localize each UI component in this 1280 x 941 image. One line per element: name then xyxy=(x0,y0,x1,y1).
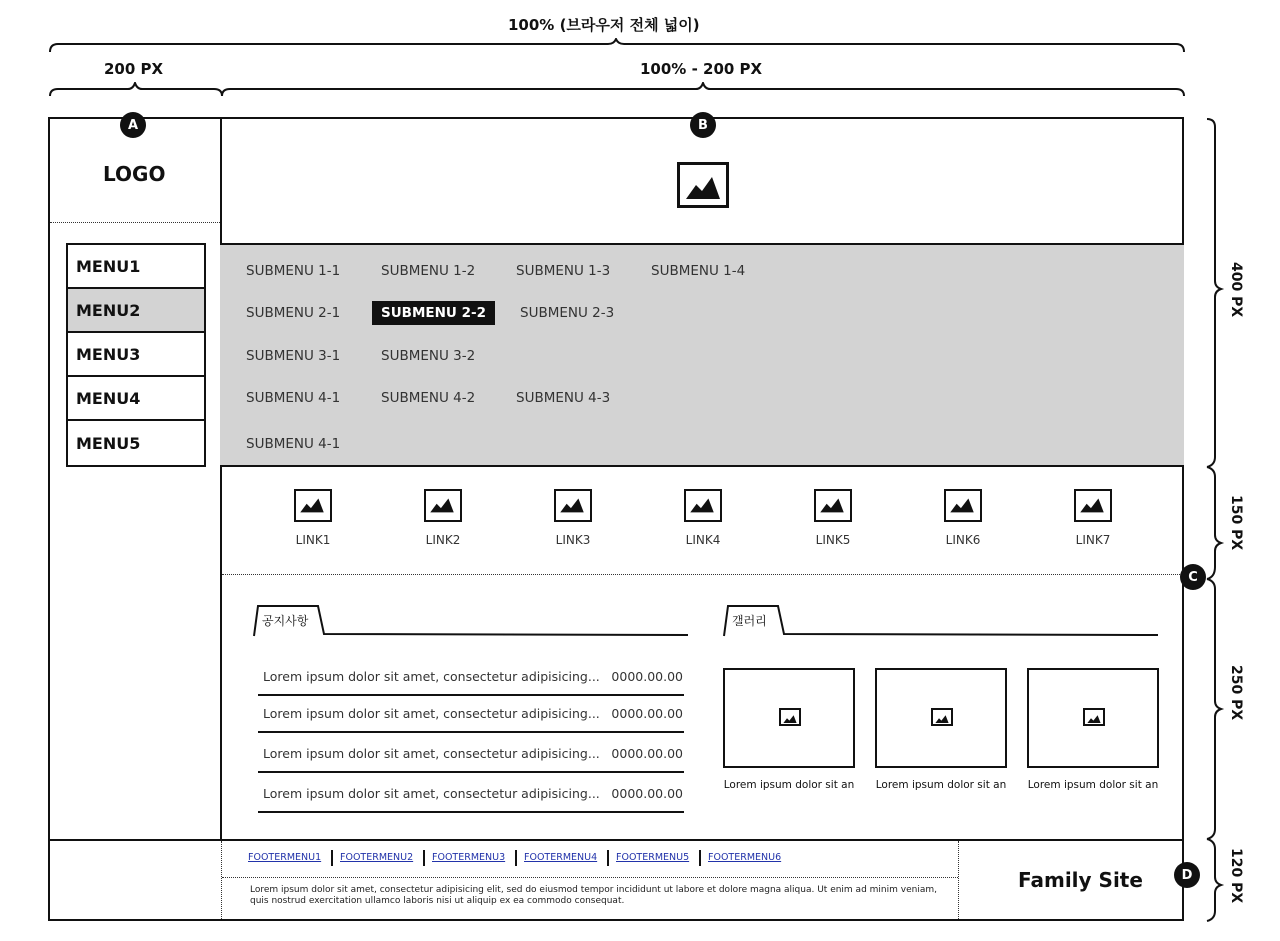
submenu-item[interactable]: SUBMENU 4-1 xyxy=(246,436,341,452)
footer-menu-divider xyxy=(222,877,958,878)
submenu-item[interactable]: SUBMENU 4-3 xyxy=(516,390,611,406)
height-label-b: 400 PX xyxy=(1228,262,1244,318)
link-label[interactable]: LINK3 xyxy=(555,533,591,547)
notice-row[interactable] xyxy=(263,746,683,761)
submenu-item[interactable]: SUBMENU 4-1 xyxy=(246,390,341,406)
gallery-thumbnail[interactable] xyxy=(875,668,1007,768)
gallery-caption[interactable]: Lorem ipsum dolor sit an xyxy=(875,779,1007,791)
height-label-c: 250 PX xyxy=(1228,665,1244,721)
frame-left xyxy=(48,117,50,921)
link-label[interactable]: LINK4 xyxy=(685,533,721,547)
link-label[interactable]: LINK7 xyxy=(1075,533,1111,547)
notice-date: 0000.00.00 xyxy=(611,786,683,801)
height-label-links: 150 PX xyxy=(1228,495,1244,551)
link-label[interactable]: LINK2 xyxy=(425,533,461,547)
footer-menu-link[interactable]: FOOTERMENU6 xyxy=(708,852,782,863)
footer-menu-separator xyxy=(331,850,333,866)
frame-bottom xyxy=(48,919,1184,921)
logo[interactable]: LOGO xyxy=(103,162,166,186)
footer-copy: Lorem ipsum dolor sit amet, consectetur adipisicing elit, sed do eiusmod tempor incididunt ut labore et dolore magna aliqua. Ut enim ad minim veniam, quis nostrud exercitation ullamco laboris nisi ut aliquip ex ea commodo consequat. xyxy=(250,885,937,906)
total-width-label: 100% (브라우저 전체 넓이) xyxy=(508,16,700,34)
menu-item-1[interactable]: MENU1 xyxy=(68,245,204,289)
menu-item-3[interactable]: MENU3 xyxy=(68,333,204,377)
submenu-item[interactable]: SUBMENU 2-3 xyxy=(520,305,615,321)
submenu-item[interactable]: SUBMENU 2-2 xyxy=(372,301,495,325)
link-image-icon[interactable] xyxy=(294,489,332,522)
notice-row[interactable] xyxy=(263,669,683,684)
content-width-brace xyxy=(220,82,1188,98)
submenu-panel xyxy=(220,243,1184,467)
submenu-item[interactable]: SUBMENU 4-2 xyxy=(381,390,476,406)
badge-a: A xyxy=(120,112,146,138)
gallery-thumbnail[interactable] xyxy=(1027,668,1159,768)
notice-row-divider xyxy=(258,731,684,733)
notice-row[interactable] xyxy=(263,706,683,721)
link-image-icon[interactable] xyxy=(424,489,462,522)
notice-tab-outline xyxy=(252,604,692,638)
footer-top-line xyxy=(48,839,1184,841)
link-image-icon[interactable] xyxy=(1074,489,1112,522)
notice-title: Lorem ipsum dolor sit amet, consectetur adipisicing... xyxy=(263,669,600,684)
menu-item-2[interactable]: MENU2 xyxy=(68,289,204,333)
notice-row-divider xyxy=(258,771,684,773)
link-label[interactable]: LINK1 xyxy=(295,533,331,547)
content-width-label: 100% - 200 PX xyxy=(640,60,763,78)
gallery-image-icon xyxy=(779,708,801,726)
submenu-item[interactable]: SUBMENU 1-4 xyxy=(651,263,746,279)
frame-top xyxy=(48,117,1184,119)
sidebar-width-brace xyxy=(48,82,226,98)
notice-tab[interactable]: 공지사항 xyxy=(262,614,309,628)
footer-menu-link[interactable]: FOOTERMENU2 xyxy=(340,852,414,863)
footer-menu-link[interactable]: FOOTERMENU1 xyxy=(248,852,322,863)
submenu-item[interactable]: SUBMENU 3-1 xyxy=(246,348,341,364)
submenu-item[interactable]: SUBMENU 1-3 xyxy=(516,263,611,279)
footer-family-divider xyxy=(958,841,959,919)
link-label[interactable]: LINK5 xyxy=(815,533,851,547)
footer-menu-separator xyxy=(699,850,701,866)
gallery-image-icon xyxy=(931,708,953,726)
links-divider xyxy=(222,574,1182,575)
badge-c: C xyxy=(1180,564,1206,590)
footer-menu-separator xyxy=(607,850,609,866)
family-site[interactable]: Family Site xyxy=(1018,868,1143,892)
submenu-item[interactable]: SUBMENU 3-2 xyxy=(381,348,476,364)
footer-left-divider xyxy=(221,841,222,919)
badge-b: B xyxy=(690,112,716,138)
gallery-thumbnail[interactable] xyxy=(723,668,855,768)
notice-date: 0000.00.00 xyxy=(611,669,683,684)
footer-menu-separator xyxy=(423,850,425,866)
notice-row-divider xyxy=(258,694,684,696)
frame-right xyxy=(1182,117,1184,921)
notice-row[interactable] xyxy=(263,786,683,801)
link-image-icon[interactable] xyxy=(554,489,592,522)
notice-title: Lorem ipsum dolor sit amet, consectetur adipisicing... xyxy=(263,786,600,801)
sidebar-width-label: 200 PX xyxy=(104,60,164,78)
link-image-icon[interactable] xyxy=(684,489,722,522)
submenu-item[interactable]: SUBMENU 1-2 xyxy=(381,263,476,279)
footer-menu-link[interactable]: FOOTERMENU5 xyxy=(616,852,690,863)
link-image-icon[interactable] xyxy=(814,489,852,522)
link-image-icon[interactable] xyxy=(944,489,982,522)
menu-item-4[interactable]: MENU4 xyxy=(68,377,204,421)
gallery-image-icon xyxy=(1083,708,1105,726)
link-label[interactable]: LINK6 xyxy=(945,533,981,547)
badge-d: D xyxy=(1174,862,1200,888)
logo-divider xyxy=(50,222,220,223)
notice-row-divider xyxy=(258,811,684,813)
footer-menu-link[interactable]: FOOTERMENU3 xyxy=(432,852,506,863)
footer-menu-separator xyxy=(515,850,517,866)
submenu-item[interactable]: SUBMENU 1-1 xyxy=(246,263,341,279)
gallery-tab-outline xyxy=(722,604,1162,638)
total-width-brace xyxy=(48,38,1188,56)
sidebar-divider xyxy=(220,117,222,840)
notice-title: Lorem ipsum dolor sit amet, consectetur adipisicing... xyxy=(263,746,600,761)
hero-image-icon xyxy=(677,162,729,208)
footer-menu-link[interactable]: FOOTERMENU4 xyxy=(524,852,598,863)
gallery-caption[interactable]: Lorem ipsum dolor sit an xyxy=(1027,779,1159,791)
notice-title: Lorem ipsum dolor sit amet, consectetur adipisicing... xyxy=(263,706,600,721)
gallery-tab[interactable]: 갤러리 xyxy=(732,614,767,628)
height-label-d: 120 PX xyxy=(1228,848,1244,904)
submenu-item[interactable]: SUBMENU 2-1 xyxy=(246,305,341,321)
menu-item-5[interactable]: MENU5 xyxy=(68,421,204,465)
gallery-caption[interactable]: Lorem ipsum dolor sit an xyxy=(723,779,855,791)
notice-date: 0000.00.00 xyxy=(611,746,683,761)
notice-date: 0000.00.00 xyxy=(611,706,683,721)
main-menu xyxy=(66,243,206,467)
